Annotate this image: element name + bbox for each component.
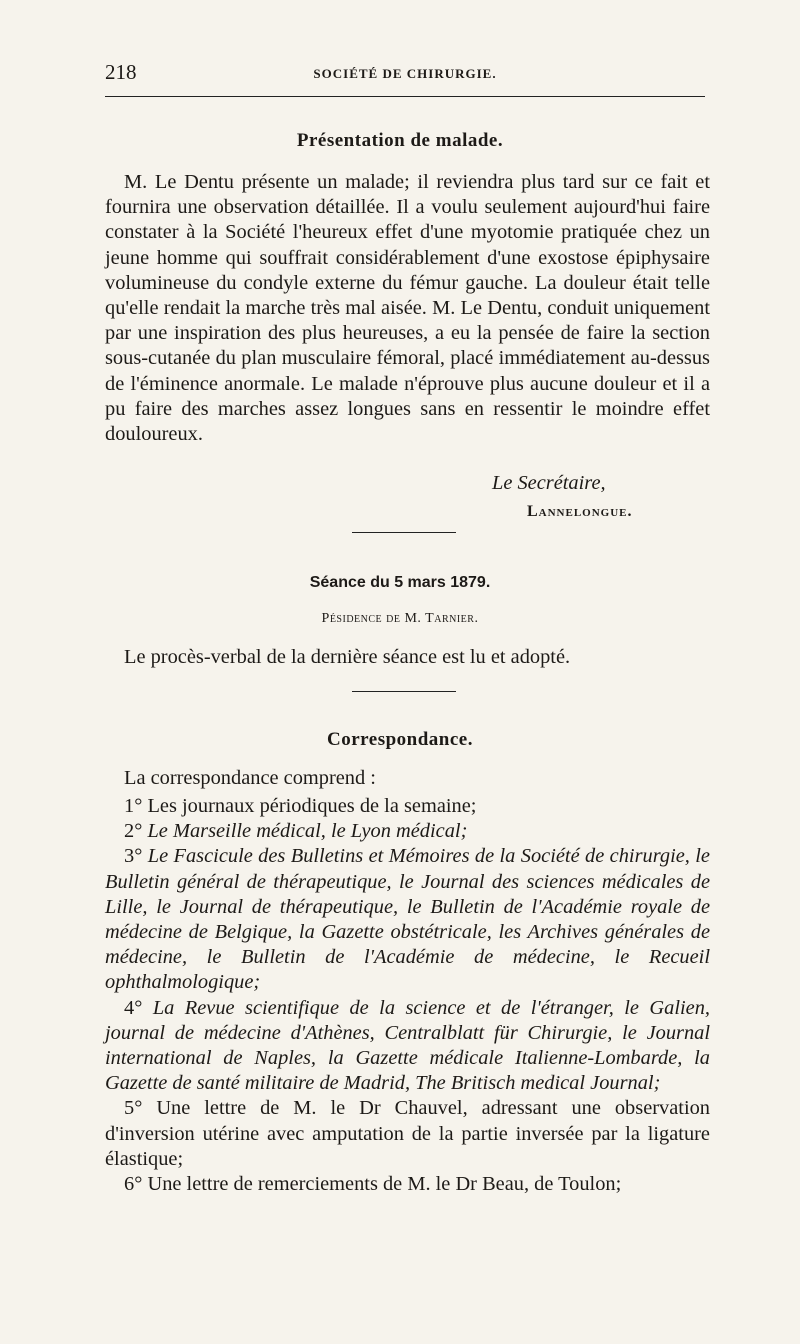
header-rule	[105, 96, 705, 97]
list-item	[105, 996, 710, 1097]
item-number: 5°	[124, 1097, 143, 1120]
list-item	[105, 1172, 710, 1197]
section-separator-2	[352, 691, 456, 692]
item-number: 4°	[124, 996, 143, 1019]
item-number: 6°	[124, 1173, 143, 1196]
signature-name: Lannelongue.	[527, 503, 633, 520]
presentation-title: Présentation de malade.	[296, 130, 504, 151]
item-text: Le Fascicule des Bulletins et Mémoires de la Société de chirurgie, le Bulletin général de thérapeutique, le Journal des sciences médicales de Lille, le Journal de thérapeutique, le Bulletin de l'Académie royale de médecine de Belgique, la Gazette obstétricale, les Archives générales de médecine, le Bulletin de l'Académie de médecine, le Recueil ophthalmologique;	[105, 845, 710, 994]
list-item	[105, 1096, 710, 1172]
running-head	[105, 60, 705, 86]
list-item	[105, 794, 710, 819]
presentation-paragraph: M. Le Dentu présente un malade; il reviendra plus tard sur ce fait et fournira une observation détaillée. Il a voulu seulement aujourd'hui faire constater à la Société l'heureux effet d'une myotomie pratiquée chez un jeune homme qui souffrait considérablement d'une exostose épiphysaire volumineuse du condyle externe du fémur gauche. La douleur était telle qu'elle rendait la marche très mal aisée. M. Le Dentu, conduit uniquement par une inspiration des plus heureuses, a eu la pensée de faire la section sous-cutanée du plan musculaire fémoral, placé immédiatement au-dessus de l'éminence anormale. Le malade n'éprouve plus aucune douleur et il a pu faire des marches assez longues sans en ressentir le moindre effet douloureux.	[105, 171, 710, 446]
list-item	[105, 844, 710, 995]
correspondance-list	[105, 794, 710, 1197]
correspondance-intro: La correspondance comprend :	[124, 767, 376, 789]
item-number: 3°	[124, 845, 143, 868]
item-text: Une lettre de M. le Dr Chauvel, adressant une observation d'inversion utérine avec amputation de la partie inversée par la ligature élastique;	[105, 1097, 710, 1170]
item-text: Le Marseille médical, le Lyon médical;	[147, 820, 468, 843]
list-item	[105, 819, 710, 844]
section-separator-1	[352, 532, 456, 533]
minutes-statement: Le procès-verbal de la dernière séance est lu et adopté.	[124, 646, 571, 668]
item-text: La Revue scientifique de la science et de l'étranger, le Galien, journal de médecine d'Athènes, Centralblatt für Chirurgie, le Journal international de Naples, la Gazette médicale Italienne-Lombarde, la Gazette de santé militaire de Madrid, The Britisch medical Journal;	[105, 996, 710, 1095]
item-number: 1°	[124, 795, 143, 817]
signature-role: Le Secrétaire,	[492, 472, 606, 494]
running-title: SOCIÉTÉ DE CHIRURGIE.	[313, 66, 497, 81]
meeting-title: Séance du 5 mars 1879.	[309, 574, 491, 591]
item-text: Une lettre de remerciements de M. le Dr Beau, de Toulon;	[147, 1173, 622, 1196]
page-number: 218	[105, 60, 137, 84]
item-text: Les journaux périodiques de la semaine;	[147, 795, 477, 817]
correspondance-title: Correspondance.	[327, 729, 473, 750]
meeting-presidency: Pésidence de M. Tarnier.	[321, 611, 479, 626]
item-number: 2°	[124, 820, 143, 843]
